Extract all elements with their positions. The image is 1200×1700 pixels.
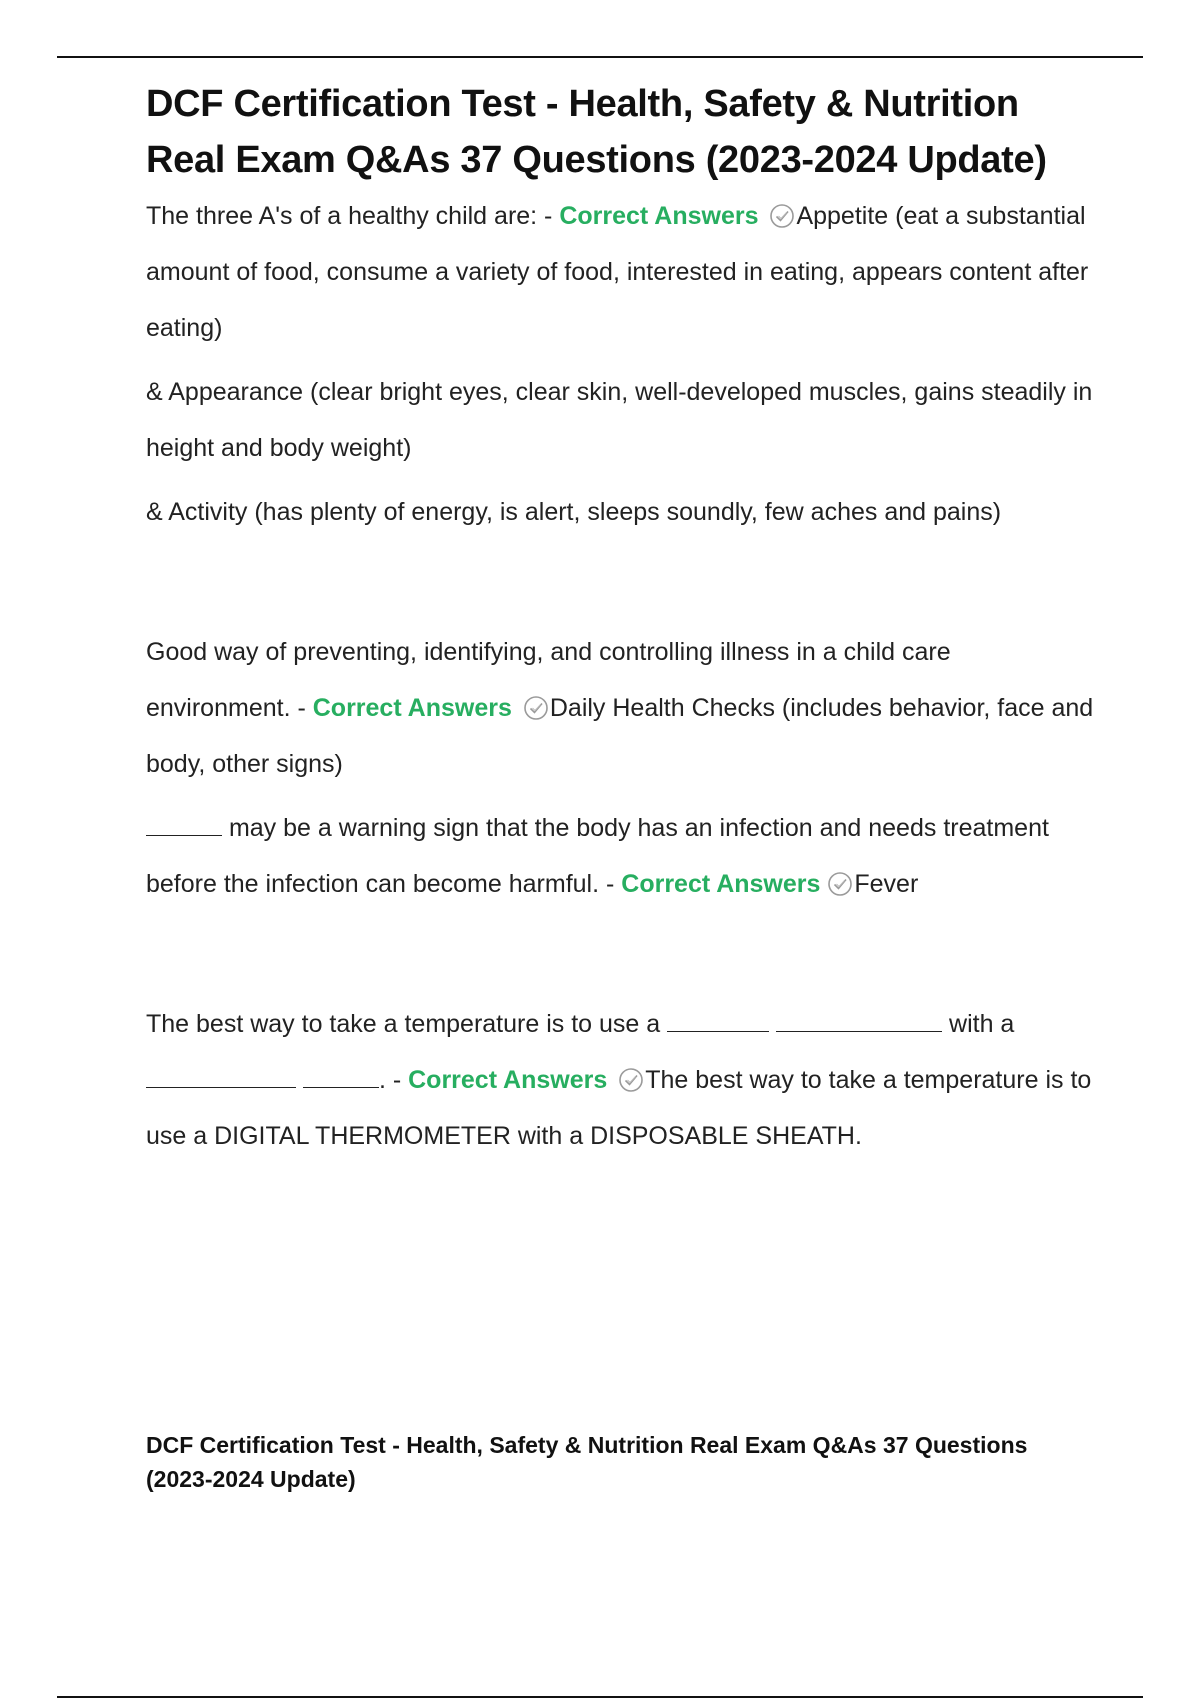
question-text: Good way of preventing, identifying, and controlling illness in a child care environment. - bbox=[146, 638, 951, 722]
qa-item-4 bbox=[146, 996, 1098, 1164]
footer-title: DCF Certification Test - Health, Safety & Nutrition Real Exam Q&As 37 Questions (2023-2024 Update) bbox=[146, 1432, 1028, 1492]
check-circle-icon bbox=[523, 695, 549, 721]
qa-item-2 bbox=[146, 624, 1098, 792]
check-circle-icon bbox=[618, 1067, 644, 1093]
answer-text: Fever bbox=[854, 870, 919, 898]
bottom-rule bbox=[57, 1696, 1143, 1698]
check-circle-icon bbox=[827, 871, 853, 897]
answer-text: The best way to take a temperature is to use a DIGITAL THERMOMETER with a DISPOSABLE SHEATH. bbox=[146, 1066, 1092, 1150]
fill-in-blank bbox=[303, 1067, 379, 1088]
top-rule bbox=[57, 56, 1143, 58]
answer-text: Daily Health Checks (includes behavior, face and body, other signs) bbox=[146, 694, 1094, 778]
correct-answers-label: Correct Answers bbox=[621, 870, 821, 898]
fill-in-blank bbox=[776, 1011, 942, 1032]
correct-answers-label: Correct Answers bbox=[408, 1066, 608, 1094]
question-text-part-2: with a bbox=[942, 1010, 1015, 1038]
fill-in-blank bbox=[146, 815, 222, 836]
fill-in-blank bbox=[146, 1067, 296, 1088]
fill-in-blank bbox=[667, 1011, 769, 1032]
qa-item-1-activity: & Activity (has plenty of energy, is alert, sleeps soundly, few aches and pains) bbox=[146, 498, 1002, 526]
answer-text: Appetite (eat a substantial amount of food, consume a variety of food, interested in eating, appears content after eating) bbox=[146, 202, 1089, 342]
qa-item-1 bbox=[146, 188, 1098, 356]
question-text: The three A's of a healthy child are: - bbox=[146, 202, 560, 230]
document-title: DCF Certification Test - Health, Safety & Nutrition Real Exam Q&As 37 Questions (2023-2024 Update) bbox=[146, 83, 1047, 181]
question-text: may be a warning sign that the body has an infection and needs treatment before the infection can become harmful. - bbox=[146, 814, 1049, 898]
qa-item-1-appearance: & Appearance (clear bright eyes, clear skin, well-developed muscles, gains steadily in height and body weight) bbox=[146, 378, 1093, 462]
check-circle-icon bbox=[769, 203, 795, 229]
correct-answers-label: Correct Answers bbox=[559, 202, 759, 230]
correct-answers-label: Correct Answers bbox=[312, 694, 512, 722]
question-text-part-3: . - bbox=[378, 1066, 409, 1094]
document-body bbox=[146, 76, 1098, 1164]
qa-item-3 bbox=[146, 800, 1098, 912]
question-text-part-1: The best way to take a temperature is to use a bbox=[146, 1010, 668, 1038]
